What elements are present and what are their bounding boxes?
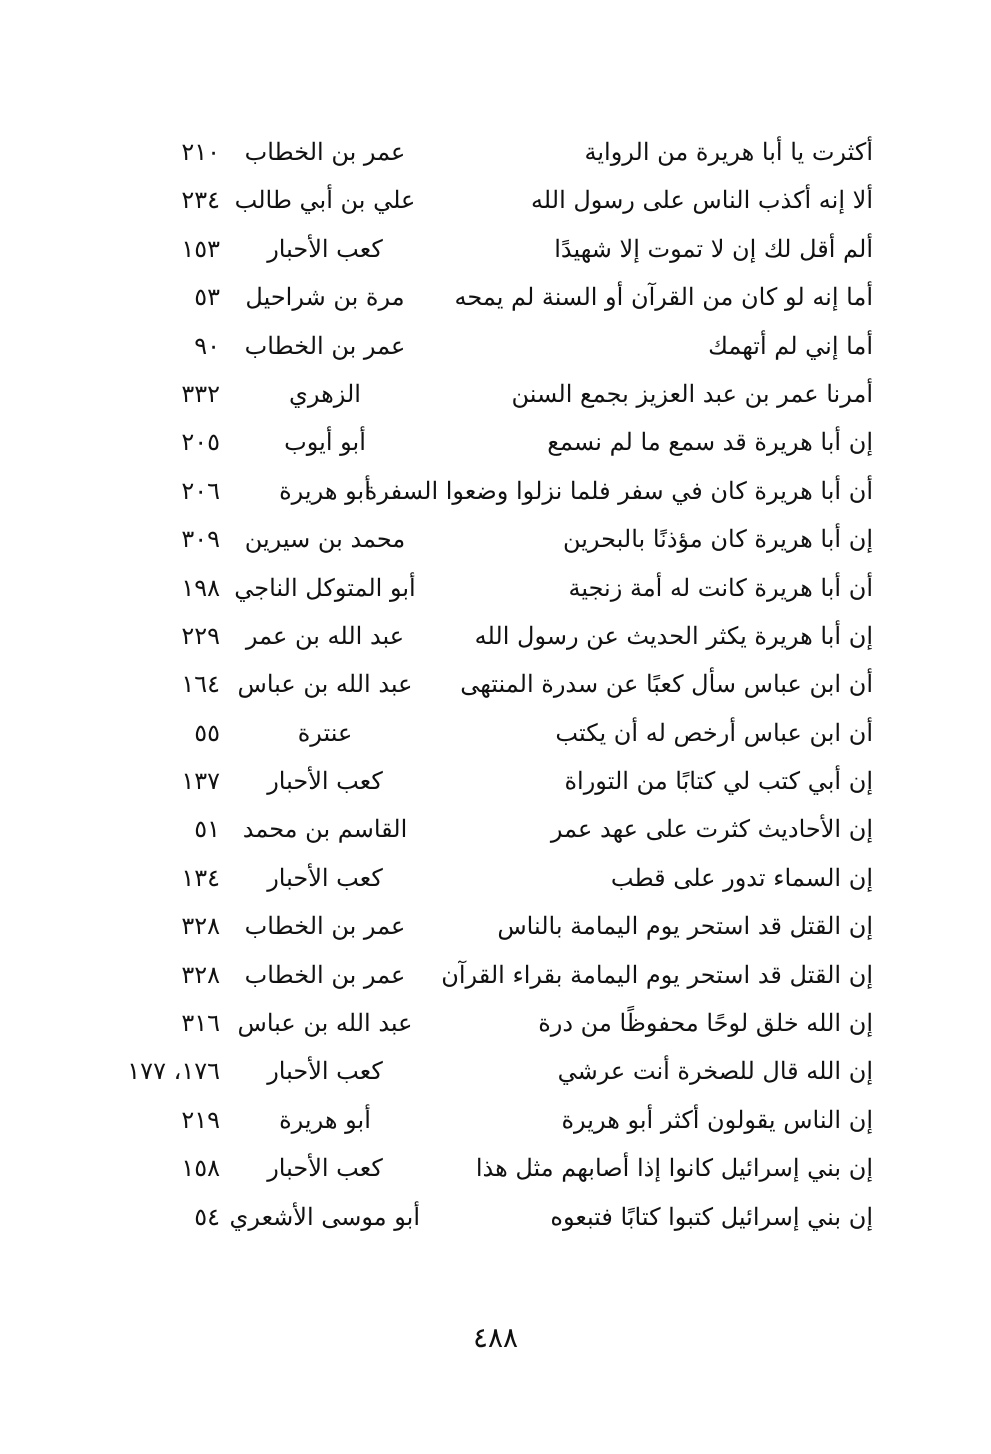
- index-row: [0, 176, 991, 224]
- narrator-name: أبو المتوكل الناجي: [234, 573, 416, 602]
- hadith-phrase: إن أبا هريرة كان مؤذنًا بالبحرين: [562, 525, 873, 554]
- index-row: [0, 225, 991, 273]
- page-number: ٤٨٨: [472, 1321, 519, 1354]
- index-row: [0, 515, 991, 563]
- index-row: [0, 418, 991, 466]
- index-row: [0, 1193, 991, 1241]
- page-references: ١٦٤: [181, 670, 220, 699]
- hadith-phrase: إن أبا هريرة قد سمع ما لم نسمع: [547, 428, 873, 457]
- narrator-name: كعب الأحبار: [267, 1154, 383, 1183]
- index-row: [0, 757, 991, 805]
- narrator-name: عمر بن الخطاب: [244, 138, 406, 166]
- index-row: [0, 854, 991, 902]
- hadith-phrase: ألم أقل لك إن لا تموت إلا شهيدًا: [554, 234, 873, 263]
- narrator-name: أبو موسى الأشعري: [229, 1202, 420, 1231]
- page-references: ٥٣: [194, 283, 220, 312]
- hadith-phrase: إن القتل قد استحر يوم اليمامة بقراء القرآن: [441, 960, 873, 989]
- narrator-name: كعب الأحبار: [267, 863, 383, 892]
- page-references: ١٥٣: [181, 234, 220, 263]
- index-row: [0, 1144, 991, 1192]
- hadith-phrase: إن الناس يقولون أكثر أبو هريرة: [561, 1105, 873, 1134]
- hadith-phrase: إن الله قال للصخرة أنت عرشي: [557, 1057, 873, 1086]
- hadith-phrase: أن أبا هريرة كانت له أمة زنجية: [568, 573, 873, 602]
- page-references: ٣٣٢: [181, 379, 220, 408]
- hadith-index-table: [0, 128, 991, 1241]
- hadith-phrase: إن القتل قد استحر يوم اليمامة بالناس: [497, 912, 873, 941]
- hadith-phrase: إن الأحاديث كثرت على عهد عمر: [550, 815, 873, 844]
- index-row: [0, 1047, 991, 1095]
- narrator-name: كعب الأحبار: [267, 767, 383, 796]
- page-references: ٢٣٤: [181, 186, 220, 215]
- hadith-phrase: إن السماء تدور على قطب: [610, 863, 873, 892]
- page-references: ١٣٤: [181, 863, 220, 892]
- hadith-phrase: أمرنا عمر بن عبد العزيز بجمع السنن: [511, 379, 873, 408]
- narrator-name: عمر بن الخطاب: [244, 331, 406, 360]
- index-row: [0, 709, 991, 757]
- hadith-phrase: أن ابن عباس أرخص له أن يكتب: [555, 718, 873, 747]
- hadith-phrase: إن بني إسرائيل كانوا إذا أصابهم مثل هذا: [475, 1154, 873, 1183]
- page-references: ٣٢٨: [181, 960, 220, 989]
- index-row: [0, 564, 991, 612]
- narrator-name: أبو هريرة: [279, 1105, 371, 1134]
- page-references: ١٩٨: [181, 573, 220, 602]
- hadith-phrase: إن أبا هريرة يكثر الحديث عن رسول الله: [474, 621, 873, 650]
- narrator-name: الزهري: [289, 379, 361, 408]
- narrator-name: أبو هريرة: [279, 476, 371, 505]
- index-row: [0, 322, 991, 370]
- hadith-phrase: أن ابن عباس سأل كعبًا عن سدرة المنتهى: [460, 670, 873, 699]
- narrator-name: القاسم بن محمد: [242, 815, 408, 844]
- page-references: ١٣٧: [181, 767, 220, 796]
- page-references: ٥٤: [194, 1202, 220, 1231]
- narrator-name: مرة بن شراحيل: [245, 283, 405, 312]
- page-references: ٢١٠: [181, 138, 220, 166]
- narrator-name: عمر بن الخطاب: [244, 912, 406, 941]
- narrator-name: عبد الله بن عباس: [237, 1009, 413, 1038]
- page-references: ١٧٦، ١٧٧: [127, 1057, 220, 1086]
- hadith-phrase: أما إنه لو كان من القرآن أو السنة لم يمحه: [454, 283, 873, 312]
- page-references: ٢١٩: [181, 1105, 220, 1134]
- page-references: ١٥٨: [181, 1154, 220, 1183]
- page-references: ٣١٦: [181, 1009, 220, 1038]
- hadith-phrase: إن أبي كتب لي كتابًا من التوراة: [564, 767, 873, 796]
- page-references: ٢٠٥: [181, 428, 220, 457]
- narrator-name: محمد بن سيرين: [244, 525, 406, 554]
- index-row: [0, 902, 991, 950]
- index-row: [0, 128, 991, 176]
- page-references: ٢٢٩: [181, 621, 220, 650]
- hadith-phrase: ألا إنه أكذب الناس على رسول الله: [530, 186, 873, 215]
- narrator-name: عنترة: [297, 718, 353, 747]
- index-row: [0, 612, 991, 660]
- narrator-name: كعب الأحبار: [267, 234, 383, 263]
- page-references: ٥١: [194, 815, 220, 844]
- page-references: ٥٥: [194, 718, 220, 747]
- page-references: ٣٠٩: [181, 525, 220, 554]
- index-row: [0, 999, 991, 1047]
- index-row: [0, 273, 991, 321]
- narrator-name: علي بن أبي طالب: [234, 186, 416, 215]
- index-row: [0, 1096, 991, 1144]
- hadith-phrase: إن الله خلق لوحًا محفوظًا من درة: [538, 1009, 873, 1038]
- narrator-name: أبو أيوب: [284, 428, 366, 457]
- index-row: [0, 660, 991, 708]
- index-row: [0, 951, 991, 999]
- hadith-phrase: أن أبا هريرة كان في سفر فلما نزلوا وضعوا السفرة: [364, 476, 873, 505]
- narrator-name: عمر بن الخطاب: [244, 960, 406, 989]
- index-row: [0, 805, 991, 853]
- hadith-phrase: أما إني لم أتهمك: [708, 331, 873, 360]
- narrator-name: كعب الأحبار: [267, 1057, 383, 1086]
- page-references: ٢٠٦: [181, 476, 220, 505]
- index-row: [0, 467, 991, 515]
- narrator-name: عبد الله بن عمر: [245, 621, 405, 650]
- hadith-phrase: أكثرت يا أبا هريرة من الرواية: [584, 138, 873, 166]
- narrator-name: عبد الله بن عباس: [237, 670, 413, 699]
- page-references: ٩٠: [194, 331, 220, 360]
- index-row: [0, 370, 991, 418]
- page-references: ٣٢٨: [181, 912, 220, 941]
- hadith-phrase: إن بني إسرائيل كتبوا كتابًا فتبعوه: [550, 1202, 873, 1231]
